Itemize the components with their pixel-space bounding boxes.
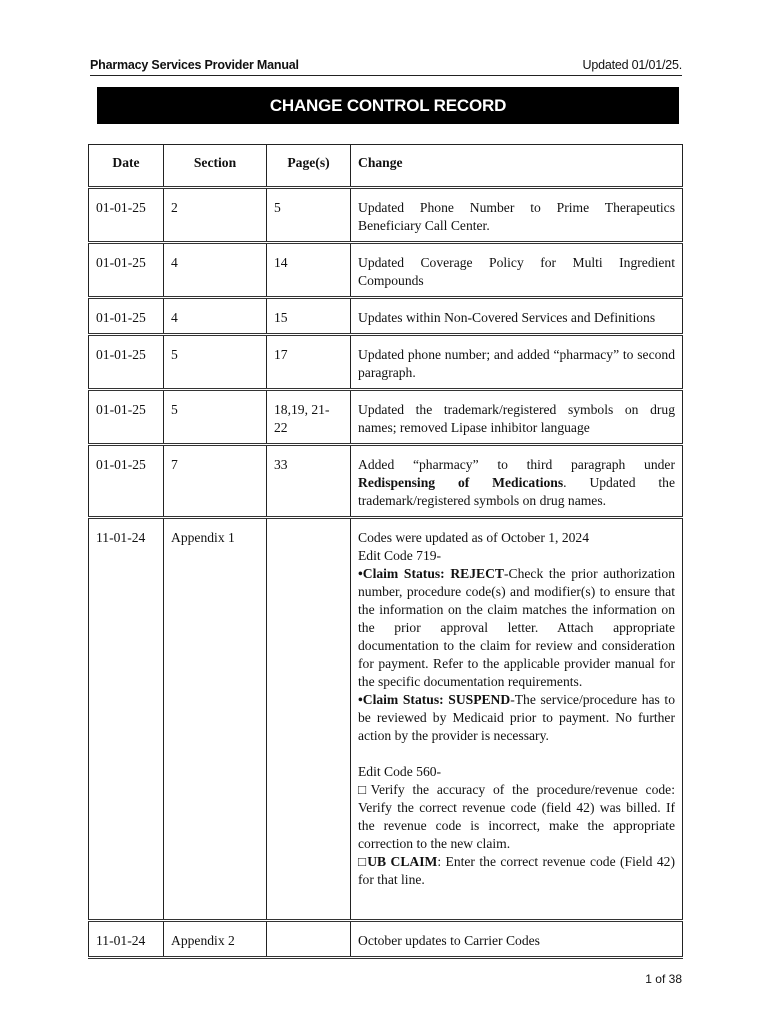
row-section: 4 xyxy=(164,243,267,298)
row-pages xyxy=(267,518,351,921)
change-text: Added “pharmacy” to third paragraph under xyxy=(358,457,675,472)
page-header xyxy=(90,58,682,76)
bullet-text: -Check the prior authorization number, procedure code(s) and modifier(s) to ensure that the information on the claim matches the information on the prior approval letter. Attach appropriate documentation to the claim for review and consideration for payment. Refer to the applicable provider manual for the specific documentation requirements. xyxy=(358,566,675,689)
col-date-header: Date xyxy=(89,145,164,188)
change-line: Edit Code 560- xyxy=(358,764,442,779)
change-emphasis: Redispensing of Medications xyxy=(358,475,564,490)
col-section-header: Section xyxy=(164,145,267,188)
row-pages: 17 xyxy=(267,335,351,390)
row-date: 01-01-25 xyxy=(89,445,164,518)
row-pages: 15 xyxy=(267,298,351,335)
table-row xyxy=(89,518,683,921)
checkbox-text: : Enter the correct revenue code (Field 42) for that line. xyxy=(358,854,676,887)
row-section: 4 xyxy=(164,298,267,335)
row-section: 5 xyxy=(164,390,267,445)
row-date: 01-01-25 xyxy=(89,188,164,243)
row-pages: 33 xyxy=(267,445,351,518)
change-line: Codes were updated as of October 1, 2024 xyxy=(358,530,590,545)
change-bullet xyxy=(358,565,675,691)
change-control-banner: CHANGE CONTROL RECORD xyxy=(97,87,679,124)
bullet-label: •Claim Status: SUSPEND xyxy=(358,692,511,707)
row-section: Appendix 2 xyxy=(164,921,267,958)
row-section: 7 xyxy=(164,445,267,518)
row-change xyxy=(351,518,683,921)
updated-date: Updated 01/01/25. xyxy=(582,58,682,72)
row-pages xyxy=(267,921,351,958)
row-date: 01-01-25 xyxy=(89,298,164,335)
change-control-table xyxy=(88,144,683,959)
row-date: 11-01-24 xyxy=(89,518,164,921)
table-row xyxy=(89,243,683,298)
row-pages: 18,19, 21-22 xyxy=(267,390,351,445)
row-date: 11-01-24 xyxy=(89,921,164,958)
change-checkbox-item: □Verify the accuracy of the procedure/revenue code: Verify the correct revenue code (field 42) was billed. If the revenue code is incorrect, make the appropriate correction to the new claim. xyxy=(358,782,675,851)
table-row xyxy=(89,921,683,958)
col-pages-header: Page(s) xyxy=(267,145,351,188)
bullet-text: -The service/procedure has to be reviewed by Medicaid prior to payment. No further action by the provider is necessary. xyxy=(358,692,675,743)
row-change: Updates within Non-Covered Services and Definitions xyxy=(351,298,683,335)
table-row xyxy=(89,335,683,390)
table-row xyxy=(89,188,683,243)
row-change: Updated Phone Number to Prime Therapeutics Beneficiary Call Center. xyxy=(351,188,683,243)
change-checkbox-item xyxy=(358,853,675,889)
page-number: 1 of 38 xyxy=(645,972,682,986)
change-line: Edit Code 719- xyxy=(358,548,442,563)
bullet-label: •Claim Status: REJECT xyxy=(358,566,504,581)
row-change: October updates to Carrier Codes xyxy=(351,921,683,958)
col-change-header: Change xyxy=(351,145,683,188)
table-row xyxy=(89,298,683,335)
row-change: Updated the trademark/registered symbols on drug names; removed Lipase inhibitor language xyxy=(351,390,683,445)
row-change: Updated Coverage Policy for Multi Ingredient Compounds xyxy=(351,243,683,298)
row-section: 2 xyxy=(164,188,267,243)
table-row xyxy=(89,445,683,518)
manual-title: Pharmacy Services Provider Manual xyxy=(90,58,299,72)
row-section: 5 xyxy=(164,335,267,390)
row-pages: 5 xyxy=(267,188,351,243)
row-pages: 14 xyxy=(267,243,351,298)
row-date: 01-01-25 xyxy=(89,335,164,390)
row-date: 01-01-25 xyxy=(89,243,164,298)
checkbox-label: □UB CLAIM xyxy=(358,854,438,869)
row-date: 01-01-25 xyxy=(89,390,164,445)
table-header-row xyxy=(89,145,683,188)
row-section: Appendix 1 xyxy=(164,518,267,921)
change-bullet xyxy=(358,691,675,745)
change-text: . Updated the trademark/registered symbols on drug names. xyxy=(358,475,675,508)
table-row xyxy=(89,390,683,445)
row-change xyxy=(351,445,683,518)
row-change: Updated phone number; and added “pharmacy” to second paragraph. xyxy=(351,335,683,390)
